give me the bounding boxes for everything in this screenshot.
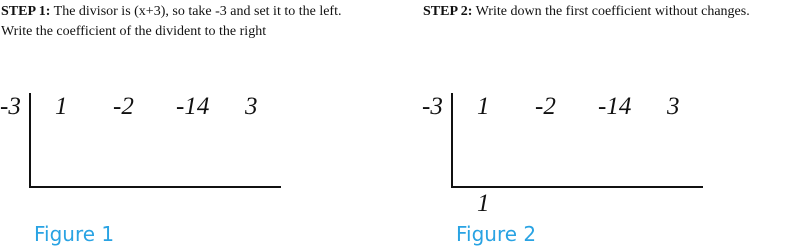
- coefficient: -14: [598, 93, 632, 120]
- coefficient: -14: [176, 93, 210, 120]
- step-2-label: STEP 2:: [423, 4, 473, 19]
- figure-2-caption: Figure 2: [456, 222, 537, 246]
- divisor: -3: [422, 93, 443, 120]
- coefficient: -2: [535, 93, 556, 120]
- coefficient: 3: [245, 93, 258, 120]
- division-bracket-horizontal: [451, 186, 703, 188]
- coefficient: -2: [113, 93, 134, 120]
- figure-1-synthetic-division: [0, 0, 400, 245]
- figure-2-synthetic-division: [422, 0, 800, 245]
- coefficient: 1: [477, 93, 490, 120]
- division-bracket-vertical: [29, 93, 31, 188]
- coefficient: 3: [667, 93, 680, 120]
- step-1-line-1: The divisor is (x+3), so take -3 and set it to the left.: [50, 4, 342, 19]
- step-1-line-2: Write the coefficient of the divident to the right: [1, 24, 267, 39]
- coefficient: 1: [55, 93, 68, 120]
- figure-1-caption: Figure 1: [34, 222, 115, 246]
- step-2-text: Write down the first coefficient without changes.: [472, 4, 750, 19]
- division-bracket-vertical: [451, 93, 453, 188]
- division-bracket-horizontal: [29, 186, 281, 188]
- step-1-label: STEP 1:: [1, 4, 51, 19]
- divisor: -3: [0, 93, 21, 120]
- result-value: 1: [477, 190, 490, 217]
